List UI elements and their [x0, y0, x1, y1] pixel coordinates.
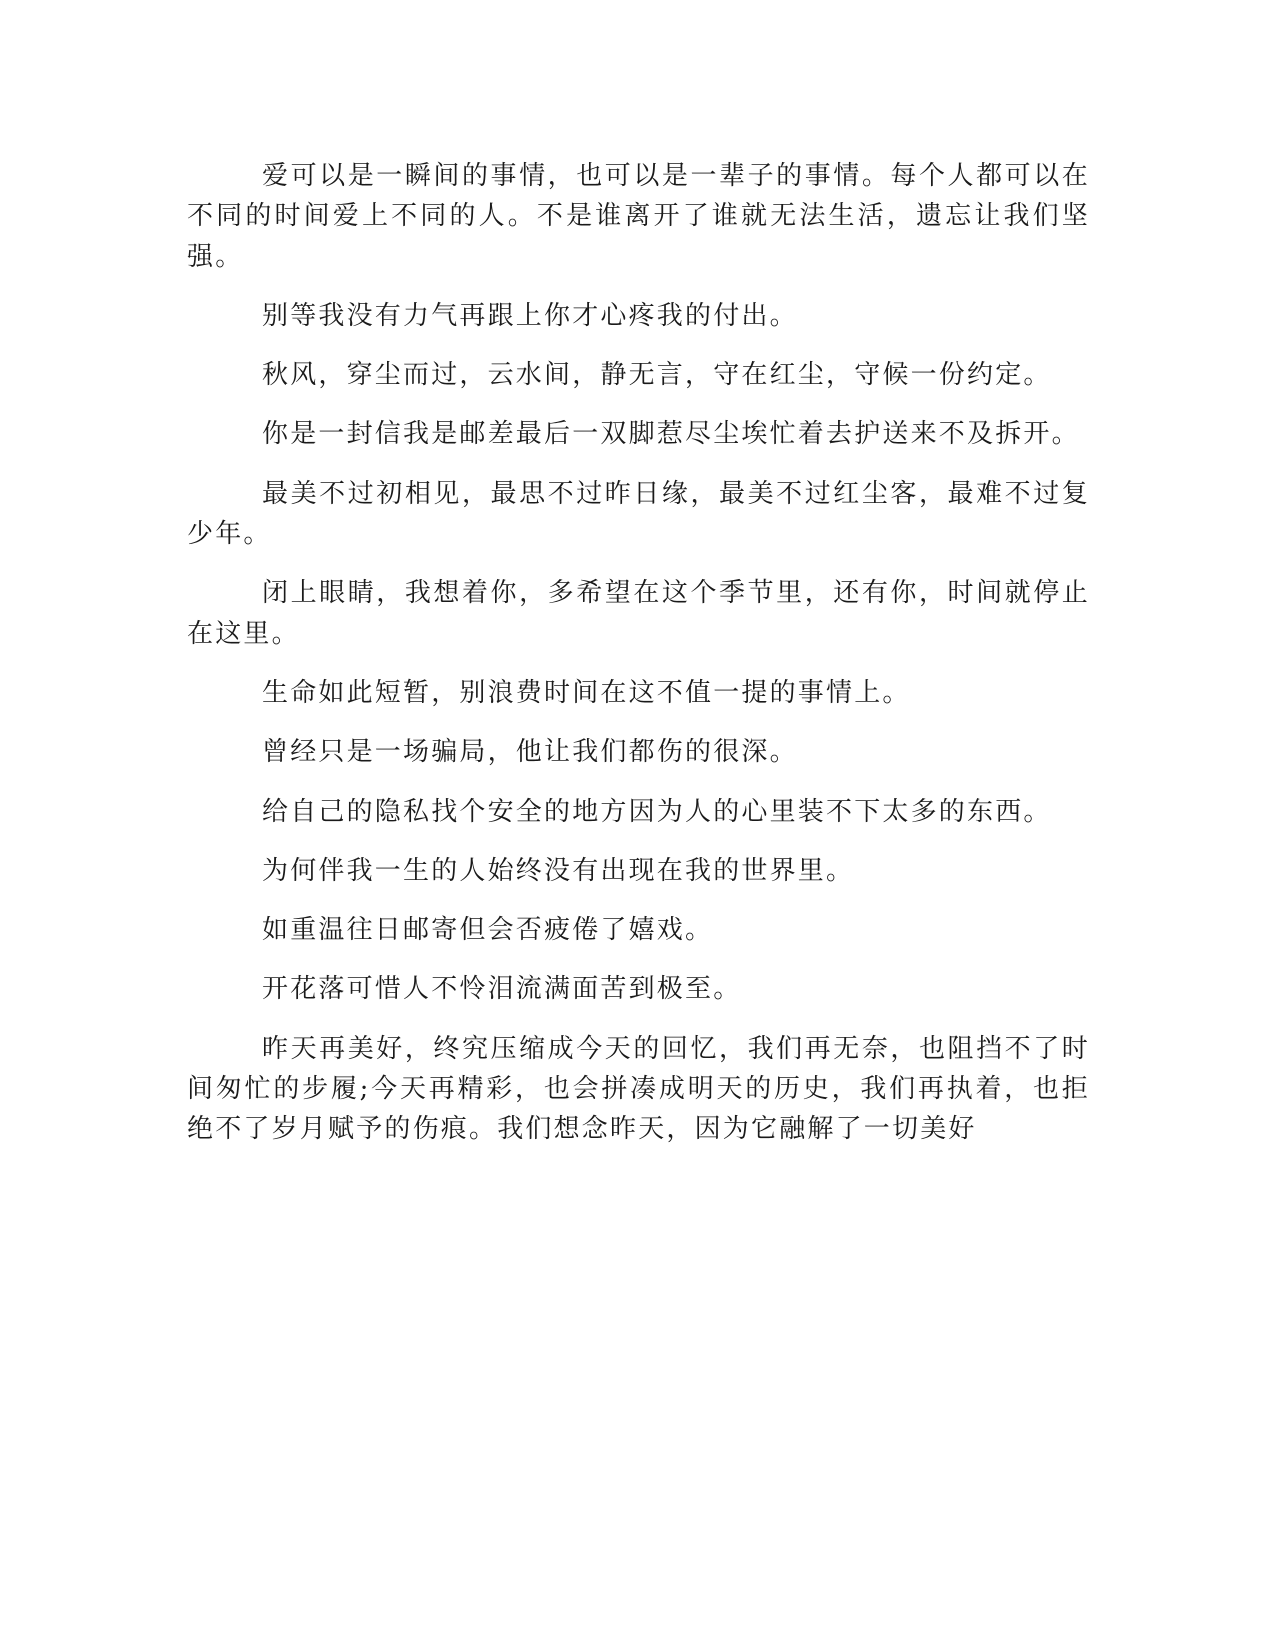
- paragraph: 爱可以是一瞬间的事情，也可以是一辈子的事情。每个人都可以在不同的时间爱上不同的人。不是谁离开了谁就无法生活，遗忘让我们坚强。: [187, 161, 1090, 272]
- document-body: [187, 156, 1090, 1169]
- paragraph: 为何伴我一生的人始终没有出现在我的世界里。: [262, 855, 855, 886]
- paragraph: 别等我没有力气再跟上你才心疼我的付出。: [262, 300, 798, 331]
- paragraph: 曾经只是一场骗局，他让我们都伤的很深。: [262, 737, 798, 768]
- paragraph: 你是一封信我是邮差最后一双脚惹尽尘埃忙着去护送来不及拆开。: [262, 419, 1080, 450]
- paragraph: 开花落可惜人不怜泪流满面苦到极至。: [262, 974, 742, 1005]
- paragraph: 昨天再美好，终究压缩成今天的回忆，我们再无奈，也阻挡不了时间匆忙的步履;今天再精彩，也会拼凑成明天的历史，我们再执着，也拒绝不了岁月赋予的伤痕。我们想念昨天，因为它融解了一切美好: [187, 1033, 1090, 1145]
- paragraph: 生命如此短暂，别浪费时间在这不值一提的事情上。: [262, 677, 911, 708]
- paragraph: 秋风，穿尘而过，云水间，静无言，守在红尘，守候一份约定。: [262, 360, 1052, 391]
- paragraph: 给自己的隐私找个安全的地方因为人的心里装不下太多的东西。: [262, 796, 1052, 827]
- paragraph: 闭上眼睛，我想着你，多希望在这个季节里，还有你，时间就停止在这里。: [187, 578, 1090, 649]
- paragraph: 如重温往日邮寄但会否疲倦了嬉戏。: [262, 915, 714, 946]
- paragraph: 最美不过初相见，最思不过昨日缘，最美不过红尘客，最难不过复少年。: [187, 478, 1090, 550]
